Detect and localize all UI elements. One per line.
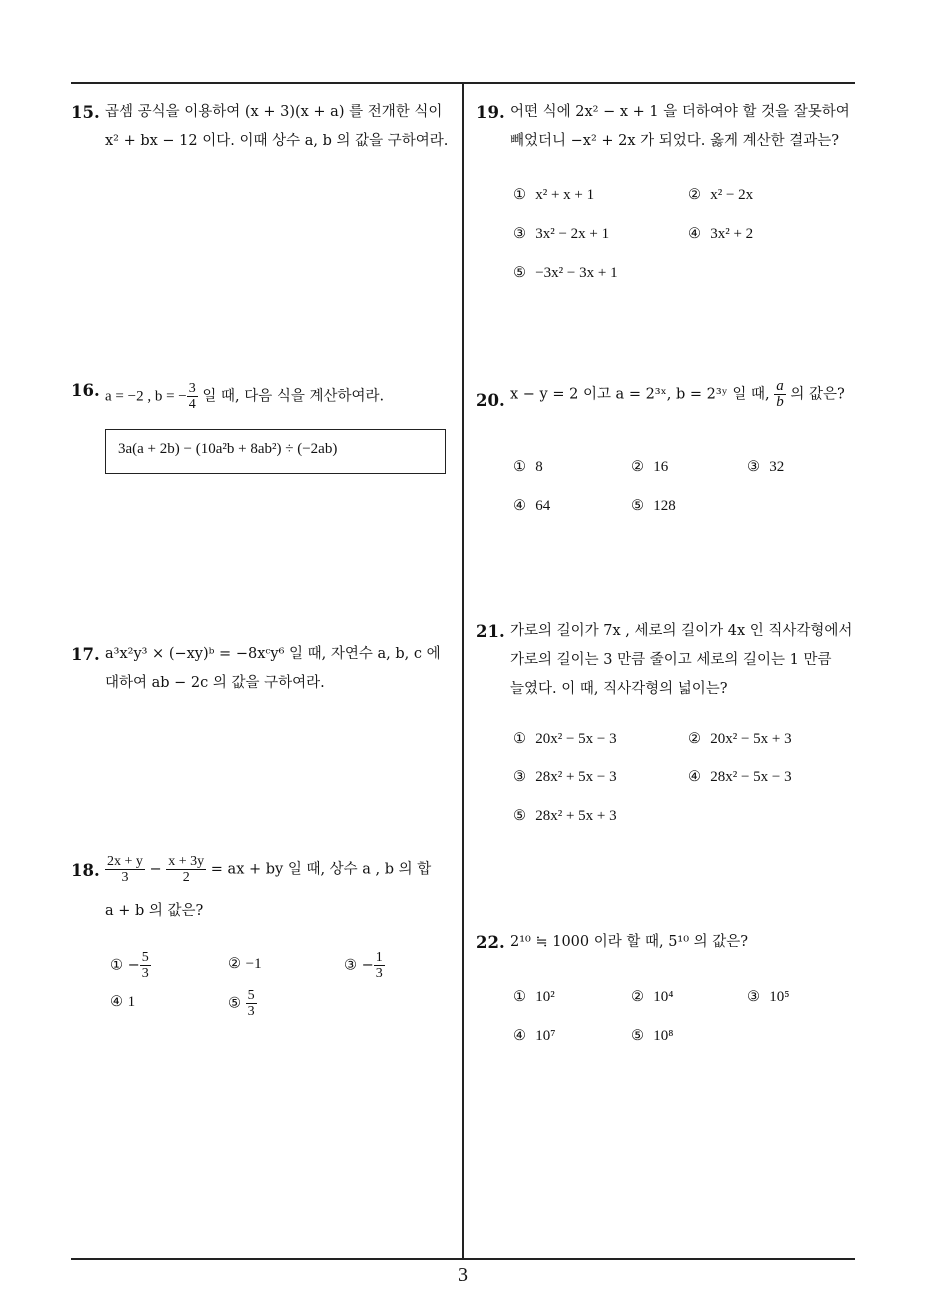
fraction-numerator: 5	[141, 950, 149, 965]
question-number: 21.	[476, 622, 505, 641]
question-text: 2¹⁰ ≒ 1000 이라 할 때, 5¹⁰ 의 값은?	[510, 934, 749, 950]
option-text: 10⁵	[769, 989, 790, 1005]
option-mark: ①	[513, 187, 526, 203]
option-mark: ①	[513, 731, 526, 747]
option-mark: ④	[688, 769, 701, 785]
option-sign: −	[127, 957, 140, 974]
question-text-line2: x² + bx − 12 이다. 이때 상수 a, b 의 값을 구하여라.	[105, 133, 449, 149]
option-mark: ②	[631, 989, 644, 1005]
option-sign: −	[361, 957, 374, 974]
option-mark: ①	[513, 459, 526, 475]
option-2[interactable]	[228, 956, 262, 973]
option-mark: ④	[513, 1028, 526, 1044]
option-4[interactable]	[513, 498, 550, 515]
option-2[interactable]	[631, 459, 668, 476]
option-mark: ④	[110, 994, 123, 1010]
option-text: 1	[127, 994, 136, 1010]
option-1[interactable]	[513, 459, 543, 476]
option-mark: ④	[688, 226, 701, 242]
option-text: x² + x + 1	[535, 187, 595, 203]
option-mark: ②	[228, 956, 241, 972]
question-text-line2: 대하여 ab − 2c 의 값을 구하여라.	[105, 675, 325, 691]
column-divider	[462, 82, 464, 1259]
option-mark: ④	[513, 498, 526, 514]
question-instruction: 의 값은?	[785, 386, 845, 403]
question-text	[510, 379, 845, 410]
option-mark: ②	[688, 187, 701, 203]
question-text-line1: 가로의 길이가 7x , 세로의 길이가 4x 인 직사각형에서	[510, 623, 853, 639]
question-text-line1: 곱셈 공식을 이용하여 (x + 3)(x + a) 를 전개한 식이	[105, 104, 443, 120]
option-5[interactable]	[631, 498, 676, 515]
option-text: 28x² + 5x − 3	[535, 769, 617, 785]
option-2[interactable]	[688, 731, 792, 748]
option-mark: ③	[513, 769, 526, 785]
option-mark: ③	[513, 226, 526, 242]
option-text: 8	[535, 459, 543, 475]
expression: 3a(a + 2b) − (10a²b + 8ab²) ÷ (−2ab)	[118, 441, 338, 457]
option-text: 20x² − 5x + 3	[710, 731, 792, 747]
question-number: 22.	[476, 933, 505, 952]
option-text: 3x² − 2x + 1	[535, 226, 610, 242]
fraction-denominator: 3	[375, 966, 383, 981]
option-text: 64	[535, 498, 551, 514]
option-mark: ①	[513, 989, 526, 1005]
option-3[interactable]	[747, 989, 789, 1006]
option-4[interactable]	[513, 1028, 555, 1045]
option-text: 28x² − 5x − 3	[710, 769, 792, 785]
option-1[interactable]	[110, 950, 151, 981]
option-mark: ⑤	[513, 808, 526, 824]
option-text: 3x² + 2	[710, 226, 754, 242]
option-text: 16	[653, 459, 669, 475]
option-4[interactable]	[688, 769, 792, 786]
option-3[interactable]	[344, 950, 385, 981]
option-text: 10⁸	[653, 1028, 674, 1044]
option-mark: ⑤	[631, 498, 644, 514]
option-5[interactable]	[228, 988, 257, 1019]
option-text: 10⁷	[535, 1028, 556, 1044]
fraction-denominator: b	[776, 394, 784, 410]
fraction-numerator: 3	[188, 381, 196, 396]
question-text	[105, 381, 384, 412]
question-text-line1	[105, 854, 431, 885]
option-1[interactable]	[513, 731, 617, 748]
option-text: 128	[653, 498, 676, 514]
expression-box	[105, 429, 446, 474]
option-mark: ⑤	[631, 1028, 644, 1044]
fraction-denominator: 4	[188, 397, 196, 412]
question-number: 19.	[476, 103, 505, 122]
fraction	[374, 950, 385, 981]
option-mark: ⑤	[228, 995, 241, 1012]
option-text: −3x² − 3x + 1	[535, 265, 618, 281]
question-number: 16.	[71, 381, 100, 400]
question-number: 20.	[476, 391, 505, 410]
question-text-line2: 가로의 길이는 3 만큼 줄이고 세로의 길이는 1 만큼	[510, 652, 832, 668]
option-text: 32	[769, 459, 785, 475]
option-3[interactable]	[513, 226, 609, 243]
option-4[interactable]	[110, 994, 135, 1011]
question-number: 17.	[71, 645, 100, 664]
option-text: 28x² + 5x + 3	[535, 808, 617, 824]
option-1[interactable]	[513, 989, 555, 1006]
option-mark: ⑤	[513, 265, 526, 281]
fraction	[246, 988, 257, 1019]
option-3[interactable]	[747, 459, 784, 476]
question-text-line1: a³x²y³ × (−xy)ᵇ = −8xᶜy⁶ 일 때, 자연수 a, b, c 에	[105, 646, 441, 662]
option-mark: ②	[688, 731, 701, 747]
option-text: 10⁴	[653, 989, 674, 1005]
question-instruction: 일 때, 다음 식을 계산하여라.	[197, 388, 385, 405]
question-text-line2: a + b 의 값은?	[105, 903, 204, 919]
option-2[interactable]	[688, 187, 753, 204]
question-text-line1: 어떤 식에 2x² − x + 1 을 더하여야 할 것을 잘못하여	[510, 104, 850, 120]
given-values: a = −2 , b = −	[105, 388, 187, 405]
fraction-numerator: x + 3y	[168, 854, 205, 869]
option-1[interactable]	[513, 187, 594, 204]
question-condition: x − y = 2 이고 a = 2³ˣ, b = 2³ʸ 일 때,	[510, 386, 770, 403]
fraction	[166, 854, 206, 885]
option-mark: ③	[747, 989, 760, 1005]
minus-sign: −	[149, 861, 162, 878]
option-text: −1	[245, 956, 262, 972]
option-5[interactable]	[631, 1028, 673, 1045]
option-text: 10²	[535, 989, 555, 1005]
fraction-denominator: 3	[247, 1004, 255, 1019]
fraction	[140, 950, 151, 981]
question-equation: = ax + by 일 때, 상수 a , b 의 합	[210, 861, 432, 878]
option-4[interactable]	[688, 226, 753, 243]
question-text-line3: 늘였다. 이 때, 직사각형의 넓이는?	[510, 681, 728, 697]
fraction-numerator: 2x + y	[107, 854, 143, 869]
option-3[interactable]	[513, 769, 617, 786]
fraction-denominator: 3	[141, 966, 149, 981]
option-text: x² − 2x	[710, 187, 754, 203]
fraction-numerator: 5	[247, 988, 255, 1003]
option-5[interactable]	[513, 265, 618, 282]
fraction	[774, 379, 786, 410]
option-mark: ②	[631, 459, 644, 475]
fraction	[105, 854, 145, 885]
option-mark: ③	[747, 459, 760, 475]
question-number: 18.	[71, 861, 100, 880]
fraction	[187, 381, 198, 412]
option-mark: ①	[110, 957, 123, 974]
option-mark: ③	[344, 957, 357, 974]
question-number: 15.	[71, 103, 100, 122]
fraction-denominator: 3	[121, 870, 129, 885]
page-number: 3	[458, 1264, 468, 1286]
option-5[interactable]	[513, 808, 617, 825]
option-2[interactable]	[631, 989, 673, 1006]
fraction-numerator: a	[776, 378, 784, 394]
fraction-denominator: 2	[182, 870, 190, 885]
option-text: 20x² − 5x − 3	[535, 731, 617, 747]
question-text-line2: 빼었더니 −x² + 2x 가 되었다. 옳게 계산한 결과는?	[510, 133, 840, 149]
fraction-numerator: 1	[375, 950, 383, 965]
